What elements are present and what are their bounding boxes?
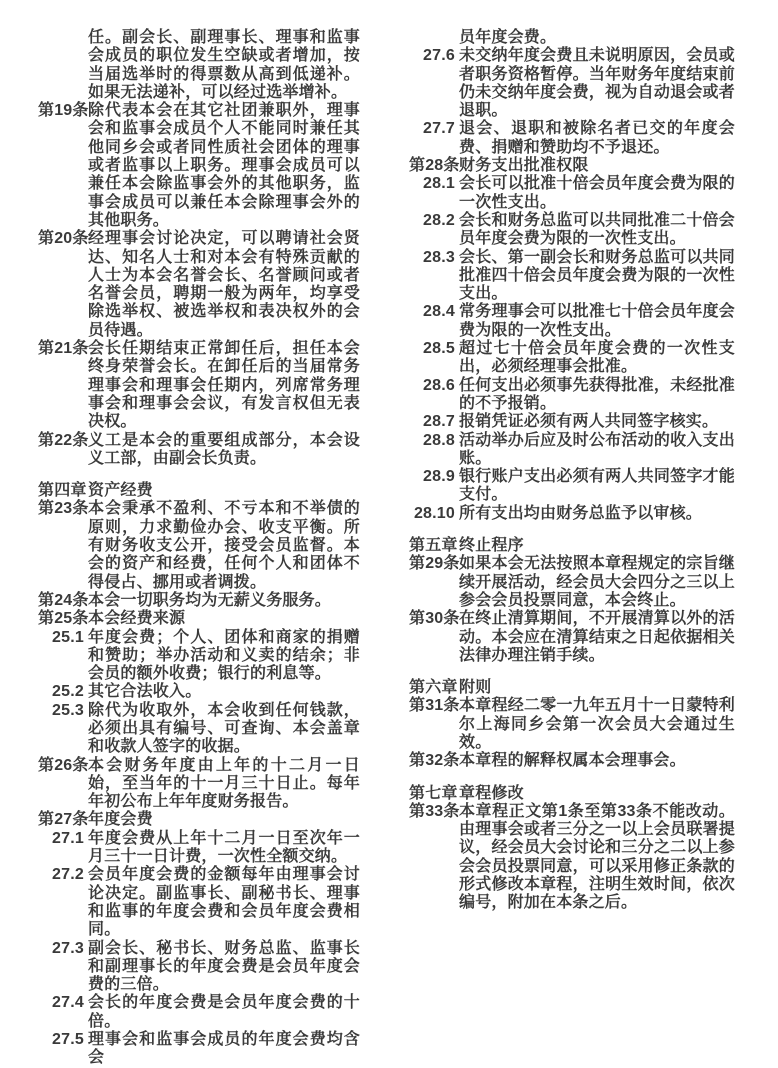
article-row <box>409 157 735 175</box>
article-row <box>409 610 735 665</box>
sub-clause-text: 未交纳年度会费且未说明原因，会员或者职务资格暂停。当年财务年度结束前仍未交纳年度会费，视为自动退会或者退职。 <box>459 47 735 120</box>
article-row <box>409 803 735 913</box>
sub-clause-row <box>38 994 360 1031</box>
article-number: 第22条 <box>38 431 89 449</box>
sub-clause-row <box>409 505 735 523</box>
sub-clause-row <box>38 629 360 684</box>
article-text: 经理事会讨论决定，可以聘请社会贤达、知名人士和对本会有特殊贡献的人士为本会名誉会长、名誉顾问或者名誉会员，聘期一般为两年，均享受除选举权、被选举权和表决权外的会员待遇。 <box>88 230 360 339</box>
article-text: 本章程经二零一九年五月十一日蒙特利尔上海同乡会第一次会员大会通过生效。 <box>459 697 735 751</box>
article-number: 第25条 <box>38 610 89 628</box>
article-text: 本会一切职务均为无薪义务服务。 <box>88 591 332 609</box>
sub-clause-text: 副会长、秘书长、财务总监、监事长和副理事长的年度会费是会员年度会费的三倍。 <box>88 939 360 994</box>
sub-clause-number: 27.7 <box>423 120 455 138</box>
sub-clause-row <box>409 120 735 157</box>
chapter-title: 资产经费 <box>88 482 153 500</box>
sub-clause-text: 会员年度会费的金额每年由理事会讨论决定。副监事长、副秘书长、理事和监事的年度会费和会员年度会费相同。 <box>88 866 360 939</box>
article-row <box>409 752 735 770</box>
article-number: 第31条 <box>409 697 460 715</box>
chapter-heading-row <box>409 537 735 555</box>
sub-clause-row <box>38 830 360 867</box>
sub-clause-number: 28.1 <box>423 175 455 193</box>
sub-clause-text: 活动举办后应及时公布活动的收入支出账。 <box>459 431 735 467</box>
sub-clause-text: 银行账户支出必须有两人共同签字才能支付。 <box>459 468 735 504</box>
chapter-title: 附则 <box>459 679 492 697</box>
sub-clause-number: 25.2 <box>52 683 84 701</box>
article-row <box>38 102 360 230</box>
article-number: 第32条 <box>409 752 460 770</box>
article-number: 第28条 <box>409 157 460 175</box>
sub-clause-number: 28.4 <box>423 303 455 321</box>
article-number: 第20条 <box>38 230 89 248</box>
sub-clause-row <box>409 303 735 340</box>
sub-clause-row <box>38 702 360 757</box>
article-row <box>38 340 360 431</box>
sub-clause-text: 理事会和监事会成员的年度会费均含会 <box>88 1031 360 1067</box>
chapter-heading-row <box>38 482 360 500</box>
sub-clause-row <box>409 432 735 469</box>
article-row <box>38 500 360 591</box>
sub-clause-number: 28.3 <box>423 248 455 266</box>
continuation-row <box>409 29 735 47</box>
article-text: 本会经费来源 <box>88 610 186 628</box>
article-number: 第19条 <box>38 102 89 120</box>
sub-clause-number: 27.6 <box>423 47 455 65</box>
sub-clause-row <box>38 940 360 995</box>
sub-clause-text: 会长可以批准十倍会员年度会费为限的一次性支出。 <box>459 175 735 211</box>
sub-clause-row <box>409 413 735 431</box>
sub-clause-row <box>38 866 360 939</box>
continuation-spacer <box>38 29 88 102</box>
sub-clause-row <box>409 340 735 377</box>
article-text: 年度会费 <box>88 811 153 829</box>
article-row <box>38 757 360 812</box>
sub-clause-text: 任何支出必须事先获得批准，未经批准的不予报销。 <box>459 376 735 412</box>
sub-clause-row <box>409 249 735 304</box>
article-text: 如果本会无法按照本章程规定的宗旨继续开展活动，经会员大会四分之三以上参会会员投票同意，本会终止。 <box>459 555 735 609</box>
sub-clause-row <box>38 1031 360 1068</box>
article-text: 义工是本会的重要组成部分，本会设义工部，由副会长负责。 <box>88 431 360 467</box>
sub-clause-text: 常务理事会可以批准七十倍会员年度会费为限的一次性支出。 <box>459 303 735 339</box>
chapter-number: 第四章 <box>38 482 87 500</box>
sub-clause-number: 28.2 <box>423 211 455 229</box>
chapter-heading-row <box>409 679 735 697</box>
article-row <box>409 697 735 752</box>
chapter-number: 第五章 <box>409 537 458 555</box>
article-number: 第26条 <box>38 756 89 774</box>
document-column-left <box>38 29 360 1067</box>
article-text: 财务支出批准权限 <box>459 157 589 175</box>
sub-clause-text: 其它合法收入。 <box>88 683 202 701</box>
sub-clause-text: 超过七十倍会员年度会费的一次性支出，必须经理事会批准。 <box>459 340 735 376</box>
article-text: 除代表本会在其它社团兼职外，理事会和监事会成员个人不能同时兼任其他同乡会或者同性质社会团体的理事或者监事以上职务。理事会成员可以兼任本会除监事会外的其他职务，监事会成员可以兼任本会除理事会外的其他职务。 <box>88 102 360 229</box>
sub-clause-text: 年度会费；个人、团体和商家的捐赠和赞助；举办活动和义卖的结余；非会员的额外收费；银行的利息等。 <box>88 628 360 683</box>
chapter-number: 第六章 <box>409 679 458 697</box>
article-number: 第27条 <box>38 811 89 829</box>
article-row <box>409 555 735 610</box>
sub-clause-number: 28.10 <box>413 504 455 522</box>
sub-clause-row <box>38 683 360 701</box>
sub-clause-number: 25.1 <box>52 628 84 646</box>
sub-clause-text: 除代为收取外，本会收到任何钱款，必须出具有编号、可查询、本会盖章和收款人签字的收据。 <box>88 701 360 756</box>
sub-clause-number: 27.1 <box>52 829 84 847</box>
sub-clause-number: 28.8 <box>423 431 455 449</box>
article-text: 在终止清算期间，不开展清算以外的活动。本会应在清算结束之日起依据相关法律办理注销手续。 <box>459 610 735 664</box>
sub-clause-row <box>409 377 735 414</box>
sub-clause-number: 28.5 <box>423 340 455 358</box>
article-text: 本会秉承不盈利、不亏本和不举债的原则，力求勤俭办会、收支平衡。所有财务收支公开，接受会员监督。本会的资产和经费，任何个人和团体不得侵占、挪用或者调拨。 <box>88 500 360 591</box>
sub-clause-text: 会长的年度会费是会员年度会费的十倍。 <box>88 994 360 1030</box>
article-number: 第23条 <box>38 500 89 518</box>
article-row <box>38 811 360 829</box>
chapter-heading-row <box>409 785 735 803</box>
sub-clause-number: 28.7 <box>423 413 455 431</box>
sub-clause-row <box>409 468 735 505</box>
chapter-title: 章程修改 <box>459 784 524 802</box>
chapter-number: 第七章 <box>409 784 458 802</box>
article-row <box>38 230 360 340</box>
sub-clause-row <box>409 47 735 120</box>
article-number: 第30条 <box>409 610 460 628</box>
sub-clause-text: 会长、第一副会长和财务总监可以共同批准四十倍会员年度会费为限的一次性支出。 <box>459 248 735 303</box>
article-number: 第33条 <box>409 802 460 820</box>
sub-clause-number: 28.9 <box>423 468 455 486</box>
sub-clause-row <box>409 175 735 212</box>
continuation-text: 任。副会长、副理事长、理事和监事会成员的职位发生空缺或者增加，按当届选举时的得票数从高到低递补。如果无法递补，可以经过选举增补。 <box>88 29 360 101</box>
article-text: 本章程的解释权属本会理事会。 <box>459 752 686 770</box>
sub-clause-text: 退会、退职和被除名者已交的年度会费、捐赠和赞助均不予退还。 <box>459 120 735 156</box>
continuation-row <box>38 29 360 102</box>
document-column-right <box>409 29 735 1024</box>
sub-clause-text: 会长和财务总监可以共同批准二十倍会员年度会费为限的一次性支出。 <box>459 211 735 248</box>
sub-clause-number: 27.4 <box>52 994 84 1012</box>
sub-clause-number: 27.3 <box>52 939 84 957</box>
article-number: 第21条 <box>38 340 89 358</box>
article-text: 会长任期结束正常卸任后，担任本会终身荣誉会长。在卸任后的当届常务理事会和理事会任期内，列席常务理事会和理事会会议，有发言权但无表决权。 <box>88 340 360 431</box>
sub-clause-text: 报销凭证必须有两人共同签字核实。 <box>459 413 719 431</box>
article-row <box>38 432 360 469</box>
article-number: 第24条 <box>38 591 89 609</box>
continuation-text: 员年度会费。 <box>459 29 557 46</box>
article-text: 本章程正文第1条至第33条不能改动。由理事会或者三分之一以上会员联署提议，经会员大会讨论和三分之二以上参会会员投票同意，可以采用修正条款的形式修改本章程，注明生效时间，依次编号，附加在本条之后。 <box>459 802 735 912</box>
chapter-title: 终止程序 <box>459 537 524 555</box>
article-row <box>38 610 360 628</box>
sub-clause-number: 27.2 <box>52 866 84 884</box>
article-row <box>38 592 360 610</box>
sub-clause-number: 28.6 <box>423 376 455 394</box>
sub-clause-row <box>409 212 735 249</box>
sub-clause-number: 25.3 <box>52 701 84 719</box>
sub-clause-number: 27.5 <box>52 1031 84 1049</box>
article-number: 第29条 <box>409 555 460 573</box>
article-text: 本会财务年度由上年的十二月一日始，至当年的十一月三十日止。每年年初公布上年年度财务报告。 <box>88 756 360 811</box>
continuation-spacer <box>409 29 459 47</box>
sub-clause-text: 所有支出均由财务总监予以审核。 <box>459 504 703 522</box>
sub-clause-text: 年度会费从上年十二月一日至次年一月三十一日计费，一次性全额交纳。 <box>88 829 360 866</box>
